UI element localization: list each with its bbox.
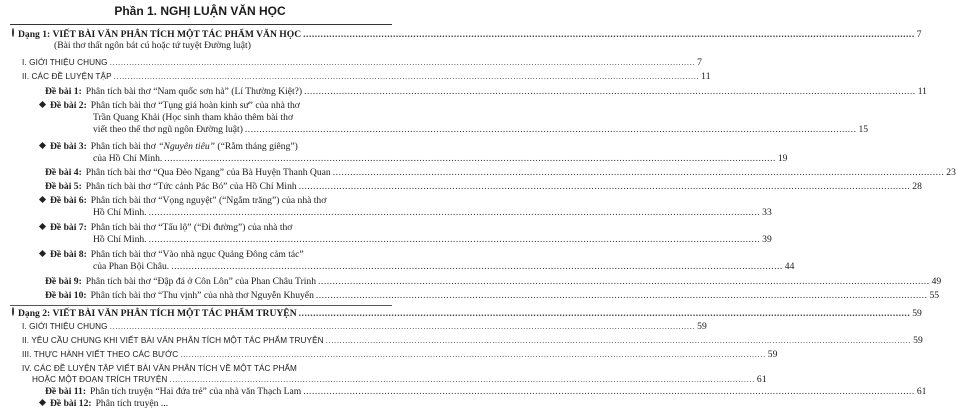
- exercise-title: Phân tích bài thơ “Thu vịnh” của nhà thơ Nguyễn Khuyến: [90, 290, 314, 301]
- page-number: 59: [697, 321, 707, 332]
- toc-entry-gioi-thieu-2[interactable]: [22, 321, 707, 333]
- exercise-title: Phân tích truyện “Hai đứa trẻ” của nhà văn Thạch Lam: [90, 386, 302, 397]
- toc-entry-cac-de-2-end: [32, 374, 767, 386]
- toc-entry-de-9[interactable]: [40, 276, 942, 288]
- exercise-title-cont: của Phan Bội Châu.: [93, 261, 170, 272]
- exercise-title: Phân tích truyện ...: [95, 398, 169, 409]
- exercise-label: Đề bài 6:: [50, 195, 87, 206]
- top-rule: [10, 24, 392, 25]
- exercise-label: Đề bài 2:: [50, 100, 87, 111]
- exercise-label: Đề bài 4:: [45, 167, 82, 178]
- toc-entry-de-2-end: [93, 124, 869, 136]
- exercise-title-cont: Hồ Chí Minh.: [93, 234, 147, 245]
- toc-entry-de-3[interactable]: [40, 141, 390, 153]
- exercise-title: Phân tích bài thơ “Vào nhà ngục Quảng Đông cảm tác”: [90, 249, 304, 260]
- circle-bullet-icon: [12, 307, 14, 316]
- dot-leader: [333, 167, 945, 179]
- exercise-title-italic: “Nguyên tiêu”: [158, 141, 215, 152]
- circle-bullet-icon: [12, 28, 14, 37]
- page-number: 59: [912, 308, 922, 319]
- section-title: II. CÁC ĐỀ LUYỆN TẬP: [22, 72, 112, 81]
- page-number: 39: [762, 234, 772, 245]
- page-number: 11: [917, 86, 927, 97]
- exercise-label: Đề bài 8:: [50, 249, 87, 260]
- exercise-title-cont: của Hồ Chí Minh.: [93, 153, 163, 164]
- toc-entry-de-11[interactable]: [40, 386, 927, 398]
- page-number: 49: [931, 276, 942, 287]
- exercise-label: Đề bài 11:: [45, 386, 87, 397]
- dot-leader: [304, 86, 916, 98]
- diamond-bullet-icon: [38, 293, 42, 297]
- exercise-label: Đề bài 7:: [50, 222, 87, 233]
- exercise-title: Phân tích bài thơ “Tẩu lộ” (“Đi đường”) của nhà thơ: [90, 222, 293, 233]
- toc-entry-de-7-end: [93, 234, 772, 246]
- exercise-title: Phân tích bài thơ “Tức cảnh Pác Bó” của Hồ Chí Minh: [85, 181, 297, 192]
- page-number: 7: [916, 29, 922, 40]
- toc-entry-thuc-hanh[interactable]: [22, 349, 778, 361]
- toc-entry-de-6-end: [93, 207, 772, 219]
- exercise-title: Phân tích bài thơ “Qua Đèo Ngang” của Bà Huyện Thanh Quan: [85, 167, 331, 178]
- page-number: 11: [701, 71, 711, 82]
- exercise-title: Phân tích bài thơ “Nam quốc sơn hà” (Lí Thường Kiệt?): [85, 86, 303, 97]
- toc-entry-de-12[interactable]: [40, 398, 390, 410]
- dang2-label: Dạng 2:: [18, 308, 51, 319]
- dang1-label: Dạng 1:: [18, 29, 51, 40]
- dot-leader: [303, 29, 915, 41]
- dang2-heading[interactable]: [12, 307, 922, 320]
- page-number: 19: [777, 153, 788, 164]
- diamond-bullet-icon: [39, 101, 46, 108]
- dot-leader: [169, 374, 754, 386]
- dot-leader: [110, 57, 695, 69]
- page-number: 33: [762, 207, 772, 218]
- diamond-bullet-icon: [39, 196, 46, 203]
- exercise-label: Đề bài 9:: [45, 276, 82, 287]
- exercise-title: Phân tích bài thơ “Vọng nguyệt” (“Ngắm trăng”) của nhà thơ: [90, 195, 327, 206]
- diamond-bullet-icon: [39, 142, 46, 149]
- dot-leader: [180, 349, 765, 361]
- exercise-title: (“Rằm tháng giêng”): [214, 141, 298, 152]
- section-title: I. GIỚI THIỆU CHUNG: [22, 58, 108, 67]
- diamond-bullet-icon: [38, 170, 42, 174]
- page-number: 59: [913, 335, 923, 346]
- dang1-title: VIẾT BÀI VĂN PHÂN TÍCH MỘT TÁC PHẨM VĂN HỌC: [52, 29, 302, 40]
- dot-leader: [245, 124, 857, 136]
- toc-entry-de-3-end: [93, 153, 788, 165]
- dot-leader: [326, 335, 911, 347]
- exercise-label: Đề bài 12:: [50, 398, 92, 409]
- toc-entry-yeu-cau[interactable]: [22, 335, 923, 347]
- exercise-label: Đề bài 5:: [45, 181, 82, 192]
- diamond-bullet-icon: [38, 184, 42, 188]
- exercise-label: Đề bài 1:: [45, 86, 82, 97]
- diamond-bullet-icon: [38, 389, 42, 393]
- page-number: 28: [912, 181, 922, 192]
- dot-leader: [149, 234, 761, 246]
- section-title: III. THỰC HÀNH VIẾT THEO CÁC BƯỚC: [22, 350, 179, 359]
- dot-leader: [299, 181, 911, 193]
- exercise-title-cont: viết theo thể thơ ngũ ngôn Đường luật): [93, 124, 243, 135]
- toc-entry-de-6[interactable]: [40, 195, 390, 207]
- section-title: I. GIỚI THIỆU CHUNG: [22, 322, 108, 331]
- toc-entry-de-2[interactable]: [40, 100, 390, 112]
- section-divider: [10, 305, 392, 306]
- toc-entry-de-8[interactable]: [40, 249, 390, 261]
- diamond-bullet-icon: [39, 399, 46, 406]
- toc-entry-cac-de[interactable]: [22, 71, 711, 83]
- dot-leader: [171, 261, 783, 273]
- exercise-title: Phân tích bài thơ “Tụng giá hoàn kinh sư” của nhà thơ: [90, 100, 300, 111]
- exercise-title-cont: Trần Quang Khải (Học sinh tham khảo thêm bài thơ: [93, 112, 294, 123]
- diamond-bullet-icon: [38, 279, 42, 283]
- page-number: 44: [784, 261, 795, 272]
- section-title: II. YÊU CẦU CHUNG KHI VIẾT BÀI VĂN PHÂN TÍCH MỘT TÁC PHẨM TRUYỆN: [22, 336, 324, 345]
- dot-leader: [303, 386, 915, 398]
- dot-leader: [110, 321, 695, 333]
- dot-leader: [299, 308, 911, 320]
- diamond-bullet-icon: [39, 250, 46, 257]
- dang2-title: VIẾT BÀI VĂN PHÂN TÍCH MỘT TÁC PHẨM TRUYỆN: [52, 308, 297, 319]
- toc-entry-de-10[interactable]: [40, 290, 940, 302]
- toc-entry-de-1[interactable]: [40, 86, 927, 98]
- dang1-subtitle: (Bài thơ thất ngôn bát cú hoặc tứ tuyệt Đường luật): [54, 40, 251, 51]
- exercise-label: Đề bài 3:: [50, 141, 87, 152]
- page-number: 23: [946, 167, 956, 178]
- page-number: 61: [916, 386, 927, 397]
- page-number: 55: [929, 290, 940, 301]
- dot-leader: [316, 290, 928, 302]
- exercise-title: Phân tích bài thơ: [90, 141, 159, 152]
- toc-entry-de-4[interactable]: [40, 167, 956, 179]
- exercise-title-cont: Hồ Chí Minh.: [93, 207, 147, 218]
- dot-leader: [114, 71, 699, 83]
- page-number: 7: [697, 57, 703, 68]
- toc-entry-gioi-thieu[interactable]: [22, 57, 703, 69]
- page-number: 59: [767, 349, 778, 360]
- exercise-label: Đề bài 10:: [45, 290, 87, 301]
- page-number: 15: [858, 124, 869, 135]
- dot-leader: [149, 207, 761, 219]
- section-title-cont: HOẶC MỘT ĐOẠN TRÍCH TRUYỆN: [32, 375, 168, 384]
- toc-entry-de-5[interactable]: [40, 181, 922, 193]
- section-title: IV. CÁC ĐỀ LUYỆN TẬP VIẾT BÀI VĂN PHÂN TÍCH VỀ MỘT TÁC PHẨM: [22, 364, 297, 373]
- exercise-title: Phân tích bài thơ “Đập đá ở Côn Lôn” của Phan Châu Trinh: [85, 276, 317, 287]
- diamond-bullet-icon: [38, 89, 42, 93]
- diamond-bullet-icon: [39, 223, 46, 230]
- dot-leader: [318, 276, 930, 288]
- toc-entry-de-7[interactable]: [40, 222, 390, 234]
- part-title: Phần 1. NGHỊ LUẬN VĂN HỌC: [114, 4, 286, 18]
- toc-entry-de-8-end: [93, 261, 795, 273]
- page-number: 61: [756, 374, 767, 385]
- dot-leader: [164, 153, 776, 165]
